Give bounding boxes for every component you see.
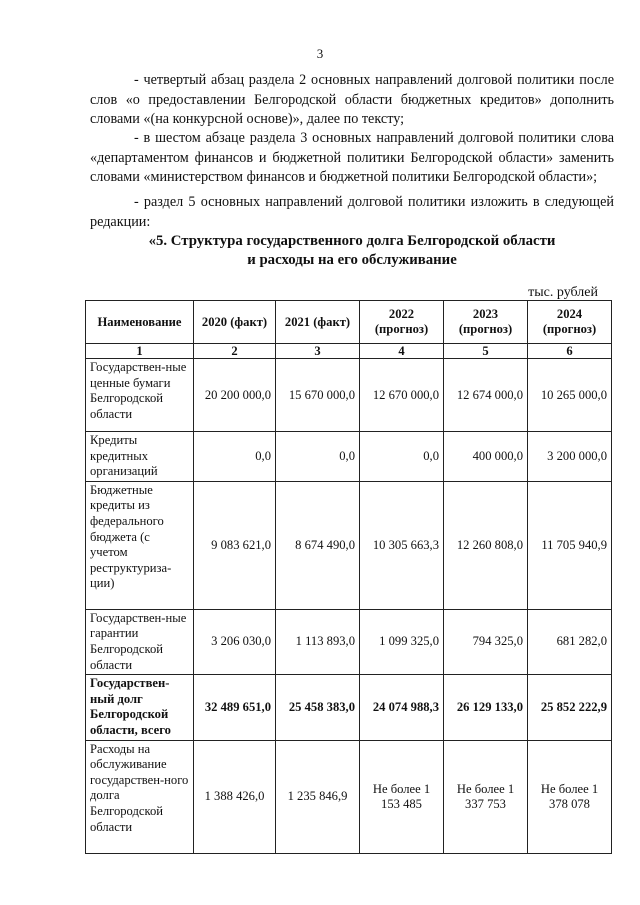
table-units: тыс. рублей [528,285,598,300]
cell-value: 25 458 383,0 [276,675,360,740]
cell-value: 794 325,0 [444,609,528,674]
debt-structure-table [85,300,612,854]
cell-value: 32 489 651,0 [194,675,276,740]
cell-value: 24 074 988,3 [360,675,444,740]
header-2020: 2020 (факт) [194,301,276,344]
cell-value: 0,0 [360,432,444,482]
column-number: 5 [444,344,528,359]
cell-value: Не более 1 337 753 [444,740,528,853]
page-number: 3 [316,46,324,61]
cell-value: 15 670 000,0 [276,359,360,432]
cell-value: 0,0 [194,432,276,482]
row-label: Расходы на обслуживание государствен-ного долга Белгородской области [86,740,194,853]
section-title [90,232,614,270]
column-number: 4 [360,344,444,359]
header-name: Наименование [86,301,194,344]
row-label: Кредиты кредитных организаций [86,432,194,482]
row-label: Бюджетные кредиты из федерального бюджета (с учетом реструктуриза-ции) [86,481,194,609]
paragraph-amendment-3: - раздел 5 основных направлений долговой политики изложить в следующей редакции: [90,194,614,230]
header-2024: 2024 (прогноз) [528,301,612,344]
column-number: 1 [86,344,194,359]
column-number: 6 [528,344,612,359]
header-2021: 2021 (факт) [276,301,360,344]
cell-value: Не более 1 378 078 [528,740,612,853]
column-number: 2 [194,344,276,359]
cell-value: 10 265 000,0 [528,359,612,432]
cell-value: 0,0 [276,432,360,482]
table-row [86,359,612,432]
cell-value: 10 305 663,3 [360,481,444,609]
table-header-row [86,301,612,344]
cell-value: 1 099 325,0 [360,609,444,674]
cell-value: 400 000,0 [444,432,528,482]
table-row [86,740,612,853]
table-row [86,609,612,674]
cell-value: 1 113 893,0 [276,609,360,674]
row-label: Государствен-ные ценные бумаги Белгородской области [86,359,194,432]
cell-value: 1 388 426,0 [194,740,276,853]
cell-value: 12 670 000,0 [360,359,444,432]
cell-value: 11 705 940,9 [528,481,612,609]
cell-value: 26 129 133,0 [444,675,528,740]
row-label: Государствен-ные гарантии Белгородской области [86,609,194,674]
cell-value: 3 206 030,0 [194,609,276,674]
section-title-line-1: «5. Структура государственного долга Белгородской области [148,233,556,249]
cell-value: 25 852 222,9 [528,675,612,740]
table-row [86,432,612,482]
table-row [86,481,612,609]
header-2022: 2022 (прогноз) [360,301,444,344]
paragraph-amendment-2: - в шестом абзаце раздела 3 основных направлений долговой политики слова «департаментом финансов и бюджетной политики Белгородской области» заменить словами «министерством финансов и бюджетной политики Белгородской области»; [90,130,614,186]
column-number: 3 [276,344,360,359]
column-number-row [86,344,612,359]
cell-value: 20 200 000,0 [194,359,276,432]
cell-value: 8 674 490,0 [276,481,360,609]
section-title-line-2: и расходы на его обслуживание [247,252,457,268]
cell-value: 3 200 000,0 [528,432,612,482]
cell-value: 12 260 808,0 [444,481,528,609]
cell-value: Не более 1 153 485 [360,740,444,853]
cell-value: 9 083 621,0 [194,481,276,609]
header-2023: 2023 (прогноз) [444,301,528,344]
row-label: Государствен-ный долг Белгородской области, всего [86,675,194,740]
paragraph-amendment-1: - четвертый абзац раздела 2 основных направлений долговой политики после слов «о предоставлении Белгородской области бюджетных кредитов» дополнить словами «(на конкурсной основе)», далее по тексту; [90,72,614,128]
cell-value: 681 282,0 [528,609,612,674]
cell-value: 12 674 000,0 [444,359,528,432]
table-row-total [86,675,612,740]
cell-value: 1 235 846,9 [276,740,360,853]
